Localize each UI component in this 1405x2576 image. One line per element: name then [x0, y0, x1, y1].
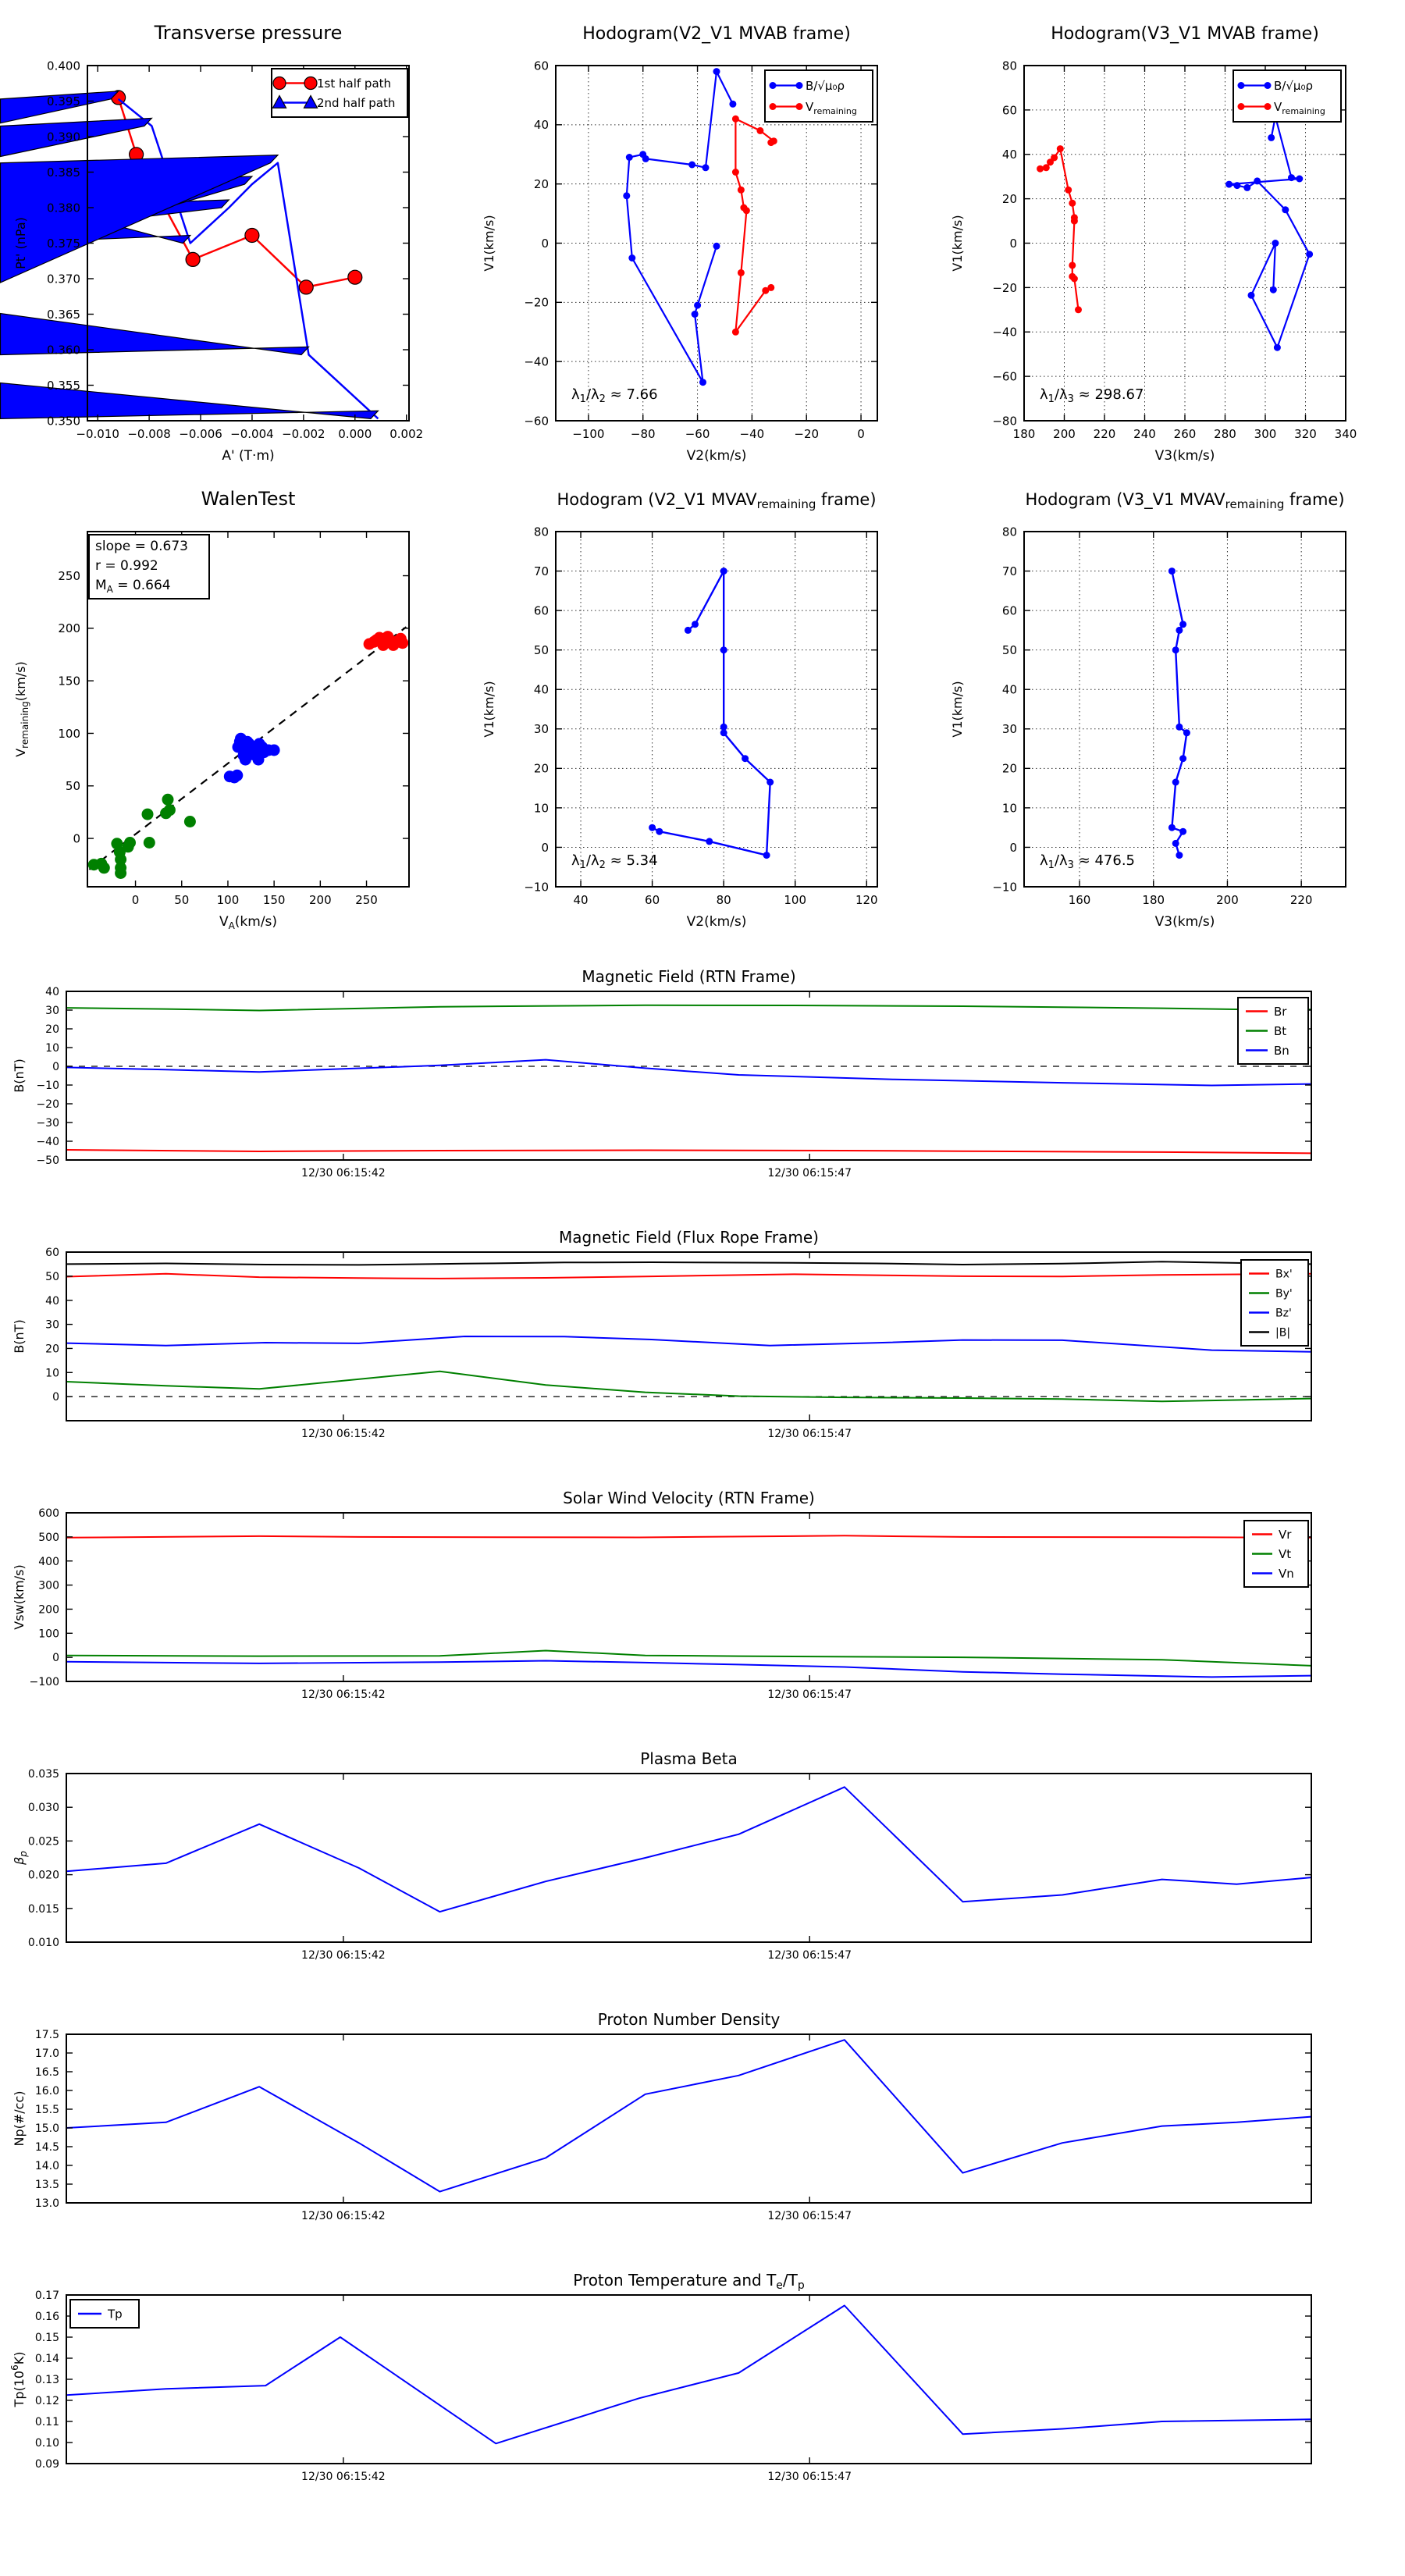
svg-text:200: 200: [38, 1603, 59, 1617]
svg-text:40: 40: [1001, 682, 1017, 697]
svg-text:20: 20: [1001, 761, 1017, 776]
svg-text:0.370: 0.370: [47, 272, 80, 286]
svg-text:12/30 06:15:47: 12/30 06:15:47: [767, 1167, 852, 1179]
svg-text:A' (T·m): A' (T·m): [222, 448, 275, 464]
svg-text:250: 250: [355, 893, 378, 907]
chart-walen-test: [0, 471, 468, 937]
panel-solar-wind-velocity: [0, 1489, 1405, 1750]
svg-text:0.400: 0.400: [47, 59, 80, 73]
svg-text:12/30 06:15:47: 12/30 06:15:47: [767, 2210, 852, 2222]
svg-text:20: 20: [45, 1343, 59, 1356]
svg-text:Vremaining​: $V_{remaining}$: [1274, 99, 1325, 116]
svg-text:−0.002: −0.002: [282, 427, 325, 441]
plasma-beta-plot: [0, 1750, 1405, 2011]
svg-text:180: 180: [1012, 427, 1036, 441]
svg-text:10: 10: [533, 801, 549, 816]
panel-magnetic-field-rtn: [0, 968, 1405, 1229]
chart-hodogram-v3v1-mvab: [937, 5, 1405, 471]
svg-text:−40: −40: [992, 325, 1017, 340]
svg-text:30: 30: [45, 1005, 59, 1018]
svg-text:λ1​/λ3​ ≈ 476.5: $\lambda_1/\lambda_3 \approx 476.5$: [1040, 852, 1135, 871]
svg-text:V2(km/s): V2(km/s): [686, 448, 747, 464]
svg-text:−0.008: −0.008: [127, 427, 171, 441]
svg-text:Plasma Beta: Plasma Beta: [640, 1750, 738, 1768]
svg-text:0.360: 0.360: [47, 343, 80, 358]
svg-text:Solar Wind Velocity (RTN Frame: Solar Wind Velocity (RTN Frame): [563, 1489, 815, 1507]
svg-text:−20: −20: [794, 427, 820, 441]
svg-text:70: 70: [1001, 564, 1017, 578]
svg-text:−100: −100: [29, 1676, 59, 1689]
svg-text:14.0: 14.0: [34, 2160, 59, 2173]
svg-text:0.395: 0.395: [47, 94, 80, 109]
chart-hodogram-v3v1-mvav: [937, 471, 1405, 937]
svg-text:λ1​/λ2​ ≈ 5.34: $\lambda_1/\lambda_2 \approx 5.34$: [571, 852, 658, 871]
svg-text:220: 220: [1289, 893, 1313, 907]
svg-text:400: 400: [38, 1555, 59, 1568]
svg-text:−40: −40: [36, 1136, 59, 1149]
svg-text:12/30 06:15:47: 12/30 06:15:47: [767, 1428, 852, 1440]
svg-text:Np(#/cc): Np(#/cc): [12, 2090, 27, 2147]
svg-text:13.5: 13.5: [34, 2179, 59, 2192]
svg-text:80: 80: [1001, 525, 1017, 539]
panel-proton-temperature: [0, 2272, 1405, 2532]
svg-text:12/30 06:15:42: 12/30 06:15:42: [301, 1167, 386, 1179]
chart-transverse-pressure: [0, 5, 468, 471]
svg-text:0.15: 0.15: [34, 2332, 59, 2345]
svg-text:2nd half path: 2nd half path: [317, 95, 396, 110]
svg-text:λ1​/λ3​ ≈ 298.67: $\lambda_1/\lambda_3 \approx 298.67$: [1040, 386, 1144, 405]
svg-text:50: 50: [1001, 643, 1017, 658]
svg-text:12/30 06:15:42: 12/30 06:15:42: [301, 1949, 386, 1962]
svg-text:−60: −60: [992, 369, 1017, 384]
svg-text:Proton Number Density: Proton Number Density: [597, 2011, 781, 2029]
svg-text:VA​(km/s): $V_A(km/s)$: [219, 914, 278, 931]
svg-text:0: 0: [52, 1391, 59, 1404]
hodogram-v2v1-mvab-plot: [468, 5, 937, 471]
svg-text:300: 300: [38, 1579, 59, 1592]
svg-text:500: 500: [38, 1531, 59, 1544]
svg-text:Transverse pressure: Transverse pressure: [154, 22, 343, 44]
svg-text:0.12: 0.12: [34, 2395, 59, 2408]
svg-text:260: 260: [1173, 427, 1197, 441]
svg-text:Vn: Vn: [1279, 1566, 1294, 1581]
svg-text:100: 100: [38, 1628, 59, 1641]
svg-text:60: 60: [533, 59, 549, 73]
svg-text:17.5: 17.5: [34, 2029, 59, 2042]
svg-text:0.355: 0.355: [47, 378, 80, 393]
svg-text:Magnetic Field (RTN Frame): Magnetic Field (RTN Frame): [582, 968, 796, 986]
chart-hodogram-v2v1-mvav: [468, 471, 937, 937]
svg-text:60: 60: [1001, 103, 1017, 118]
svg-text:B(nT): B(nT): [12, 1319, 27, 1354]
svg-text:−10: −10: [524, 880, 549, 895]
svg-text:Vsw(km/s): Vsw(km/s): [12, 1564, 27, 1630]
svg-text:0.10: 0.10: [34, 2437, 59, 2450]
svg-text:V1(km/s): V1(km/s): [950, 215, 965, 272]
svg-text:12/30 06:15:42: 12/30 06:15:42: [301, 1688, 386, 1701]
chart-hodogram-v2v1-mvab: [468, 5, 937, 471]
svg-text:0: 0: [52, 1061, 59, 1074]
svg-text:λ1​/λ2​ ≈ 7.66: $\lambda_1/\lambda_2 \approx 7.66$: [571, 386, 658, 405]
svg-text:220: 220: [1093, 427, 1116, 441]
svg-text:0: 0: [1009, 840, 1017, 855]
svg-text:12/30 06:15:47: 12/30 06:15:47: [767, 1949, 852, 1962]
svg-text:0.390: 0.390: [47, 130, 80, 144]
svg-text:−0.006: −0.006: [179, 427, 222, 441]
svg-text:Hodogram(V2_V1 MVAB frame): Hodogram(V2_V1 MVAB frame): [582, 24, 851, 44]
svg-text:20: 20: [1001, 192, 1017, 207]
hodogram-v3v1-mvab-plot: [937, 5, 1405, 471]
svg-text:−50: −50: [36, 1155, 59, 1168]
svg-text:−20: −20: [524, 295, 549, 310]
svg-text:40: 40: [533, 682, 549, 697]
svg-text:Br: Br: [1274, 1004, 1287, 1019]
svg-text:−10: −10: [36, 1080, 59, 1093]
svg-text:0: 0: [1009, 236, 1017, 251]
svg-text:100: 100: [216, 893, 240, 907]
svg-text:−80: −80: [630, 427, 656, 441]
svg-text:Vremaining​: $V_{remaining}$: [806, 99, 857, 116]
svg-text:0: 0: [541, 236, 549, 251]
svg-text:Bn: Bn: [1274, 1043, 1289, 1058]
svg-text:0: 0: [73, 831, 80, 846]
svg-text:B/√μ₀ρ: B/√μ₀ρ: [1274, 78, 1313, 93]
svg-text:40: 40: [1001, 148, 1017, 162]
svg-text:10: 10: [45, 1367, 59, 1380]
svg-text:−100: −100: [572, 427, 605, 441]
svg-text:V3(km/s): V3(km/s): [1154, 448, 1215, 464]
svg-text:slope = 0.673: slope = 0.673: [95, 539, 188, 554]
svg-text:200: 200: [1216, 893, 1239, 907]
svg-text:1st half path: 1st half path: [317, 76, 392, 91]
svg-text:50: 50: [45, 1270, 59, 1283]
svg-text:16.5: 16.5: [34, 2066, 59, 2080]
svg-text:MA​ = 0.664: $M_A = 0.664$: [95, 578, 171, 595]
svg-text:100: 100: [58, 726, 80, 741]
svg-text:−0.010: −0.010: [76, 427, 119, 441]
svg-text:Proton Temperature and Te​/Tp​: Proton Temperature and $T_e/T_p$: [573, 2272, 805, 2292]
svg-text:0.000: 0.000: [338, 427, 372, 441]
svg-text:0.015: 0.015: [27, 1902, 59, 1916]
svg-text:12/30 06:15:42: 12/30 06:15:42: [301, 2471, 386, 2483]
proton-temperature-plot: [0, 2272, 1405, 2532]
svg-text:160: 160: [1068, 893, 1091, 907]
svg-text:0.010: 0.010: [27, 1937, 59, 1950]
svg-text:Hodogram (V3_V1 MVAVremaining​: Hodogram (V3_V1 MVAVremaining frame): [1025, 490, 1345, 511]
svg-text:−80: −80: [992, 414, 1017, 429]
svg-text:240: 240: [1133, 427, 1156, 441]
svg-text:−60: −60: [524, 414, 549, 429]
svg-text:Hodogram (V2_V1 MVAVremaining​: Hodogram (V2_V1 MVAVremaining frame): [557, 490, 877, 511]
svg-text:10: 10: [45, 1042, 59, 1055]
svg-text:200: 200: [58, 621, 80, 636]
svg-text:0.375: 0.375: [47, 236, 80, 251]
svg-text:50: 50: [65, 779, 80, 794]
svg-text:50: 50: [533, 643, 549, 658]
svg-text:0.025: 0.025: [27, 1835, 59, 1848]
svg-text:16.0: 16.0: [34, 2085, 59, 2098]
svg-text:20: 20: [533, 761, 549, 776]
svg-text:|B|: |B|: [1275, 1326, 1291, 1340]
svg-text:250: 250: [58, 568, 80, 583]
svg-text:30: 30: [1001, 722, 1017, 737]
svg-text:50: 50: [174, 893, 190, 907]
svg-text:Vr: Vr: [1279, 1527, 1292, 1542]
svg-text:40: 40: [573, 893, 589, 907]
svg-text:Magnetic Field (Flux Rope Fram: Magnetic Field (Flux Rope Frame): [559, 1229, 819, 1247]
svg-text:B/√μ₀ρ: B/√μ₀ρ: [806, 78, 845, 93]
svg-text:0.035: 0.035: [27, 1768, 59, 1781]
svg-text:40: 40: [533, 118, 549, 133]
svg-text:0.002: 0.002: [389, 427, 424, 441]
svg-text:0.350: 0.350: [47, 414, 80, 429]
svg-text:0.380: 0.380: [47, 201, 80, 215]
top-plots-grid: [0, 5, 1405, 937]
hodogram-v3v1-mvav-plot: [937, 471, 1405, 937]
svg-text:Bz': Bz': [1275, 1307, 1292, 1320]
svg-text:0.17: 0.17: [34, 2290, 59, 2303]
svg-text:15.0: 15.0: [34, 2122, 59, 2136]
svg-text:Vremaining​(km/s): $V_{remaining}(km/s)$: [13, 661, 30, 757]
svg-text:150: 150: [58, 674, 80, 688]
svg-text:−40: −40: [739, 427, 765, 441]
svg-text:−10: −10: [992, 880, 1017, 895]
svg-text:280: 280: [1214, 427, 1236, 441]
walen-test-plot: [0, 471, 468, 937]
svg-text:−60: −60: [685, 427, 710, 441]
svg-text:−30: −30: [36, 1117, 59, 1130]
svg-text:Vt: Vt: [1279, 1546, 1292, 1561]
svg-text:0: 0: [131, 893, 140, 907]
svg-text:60: 60: [533, 603, 549, 618]
svg-text:12/30 06:15:42: 12/30 06:15:42: [301, 1428, 386, 1440]
panel-magnetic-field-flux-rope: [0, 1229, 1405, 1489]
svg-text:Bx': Bx': [1275, 1268, 1293, 1281]
svg-text:600: 600: [38, 1507, 59, 1521]
svg-text:−20: −20: [36, 1098, 59, 1112]
hodogram-v2v1-mvav-plot: [468, 471, 937, 937]
panel-plasma-beta: [0, 1750, 1405, 2011]
transverse-pressure-plot: [0, 5, 468, 471]
svg-text:200: 200: [1053, 427, 1076, 441]
svg-text:12/30 06:15:47: 12/30 06:15:47: [767, 1688, 852, 1701]
svg-text:0: 0: [52, 1652, 59, 1665]
magnetic-field-flux-rope-plot: [0, 1229, 1405, 1489]
svg-text:0.365: 0.365: [47, 307, 80, 322]
svg-text:0.09: 0.09: [34, 2458, 59, 2471]
svg-text:120: 120: [855, 893, 878, 907]
svg-text:60: 60: [45, 1247, 59, 1260]
svg-text:150: 150: [262, 893, 286, 907]
svg-text:20: 20: [533, 177, 549, 192]
svg-text:80: 80: [533, 525, 549, 539]
svg-text:0.11: 0.11: [34, 2416, 59, 2429]
svg-text:−20: −20: [992, 280, 1017, 295]
svg-text:Pt' (nPa): Pt' (nPa): [13, 217, 28, 269]
svg-text:0: 0: [857, 427, 865, 441]
svg-text:r = 0.992: r = 0.992: [95, 558, 158, 574]
svg-text:0.385: 0.385: [47, 165, 80, 180]
svg-text:Hodogram(V3_V1 MVAB frame): Hodogram(V3_V1 MVAB frame): [1051, 24, 1319, 44]
solar-wind-velocity-plot: [0, 1489, 1405, 1750]
svg-text:βp​: $\beta_p$: [12, 1851, 29, 1865]
svg-text:180: 180: [1142, 893, 1165, 907]
svg-text:40: 40: [45, 1294, 59, 1308]
svg-text:Tp: Tp: [108, 2307, 123, 2322]
svg-text:0.13: 0.13: [34, 2374, 59, 2387]
svg-text:340: 340: [1334, 427, 1357, 441]
svg-text:30: 30: [533, 722, 549, 737]
svg-text:−0.004: −0.004: [230, 427, 274, 441]
svg-text:0.16: 0.16: [34, 2311, 59, 2324]
svg-text:30: 30: [45, 1318, 59, 1332]
svg-text:Bt: Bt: [1274, 1023, 1287, 1038]
svg-text:B(nT): B(nT): [12, 1059, 27, 1093]
svg-text:12/30 06:15:42: 12/30 06:15:42: [301, 2210, 386, 2222]
svg-text:0.030: 0.030: [27, 1802, 59, 1815]
svg-text:100: 100: [784, 893, 807, 907]
svg-text:80: 80: [1001, 59, 1017, 73]
svg-text:V1(km/s): V1(km/s): [482, 215, 496, 272]
svg-text:60: 60: [645, 893, 660, 907]
svg-text:V3(km/s): V3(km/s): [1154, 914, 1215, 930]
svg-text:−40: −40: [524, 354, 549, 369]
svg-text:60: 60: [1001, 603, 1017, 618]
svg-text:15.5: 15.5: [34, 2104, 59, 2117]
svg-text:12/30 06:15:47: 12/30 06:15:47: [767, 2471, 852, 2483]
svg-text:20: 20: [45, 1023, 59, 1037]
svg-text:200: 200: [309, 893, 332, 907]
svg-text:V1(km/s): V1(km/s): [950, 681, 965, 738]
svg-text:70: 70: [533, 564, 549, 578]
svg-text:40: 40: [45, 986, 59, 999]
svg-text:300: 300: [1254, 427, 1277, 441]
magnetic-field-rtn-plot: [0, 968, 1405, 1229]
time-series-panels: [0, 937, 1405, 2532]
svg-text:10: 10: [1001, 801, 1017, 816]
svg-text:Tp(106​K): $Tp(10^6K)$: [9, 2351, 27, 2407]
svg-text:320: 320: [1294, 427, 1317, 441]
svg-text:0.020: 0.020: [27, 1869, 59, 1882]
svg-text:80: 80: [716, 893, 731, 907]
panel-proton-number-density: [0, 2011, 1405, 2272]
svg-text:17.0: 17.0: [34, 2048, 59, 2061]
svg-text:By': By': [1275, 1287, 1293, 1300]
proton-number-density-plot: [0, 2011, 1405, 2272]
svg-text:0: 0: [541, 840, 549, 855]
svg-text:V1(km/s): V1(km/s): [482, 681, 496, 738]
svg-text:V2(km/s): V2(km/s): [686, 914, 747, 930]
svg-text:0.14: 0.14: [34, 2353, 59, 2366]
svg-text:WalenTest: WalenTest: [201, 488, 296, 510]
svg-text:13.0: 13.0: [34, 2197, 59, 2211]
svg-text:14.5: 14.5: [34, 2141, 59, 2154]
